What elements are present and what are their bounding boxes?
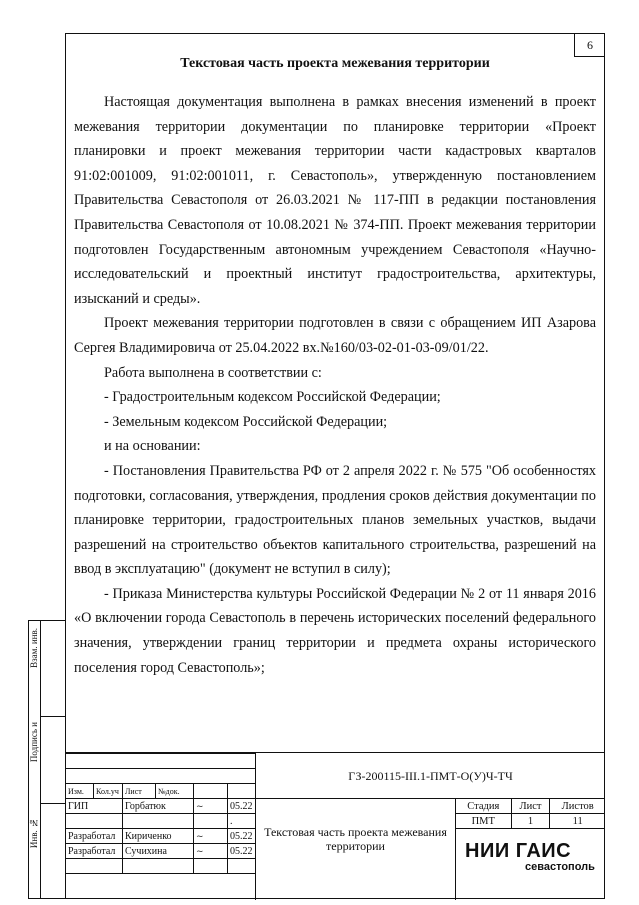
stage-header: Стадия (456, 799, 511, 814)
col-ndok: №док. (156, 784, 194, 799)
signature: ~ (194, 799, 228, 814)
col-list: Лист (123, 784, 156, 799)
title-block (65, 752, 605, 900)
name: Кириченко (123, 829, 194, 844)
sheets-value: 11 (550, 814, 605, 829)
document-body (74, 90, 596, 680)
stage-value: ПМТ (456, 814, 511, 829)
approval-sidebar (40, 620, 65, 899)
name: Сучихина (123, 844, 194, 859)
role: Разработал (66, 844, 123, 859)
sheets-header: Листов (550, 799, 605, 814)
stamp-doc-title: Текстовая часть проекта межевания территории (255, 799, 455, 900)
date: 05.22 (228, 829, 256, 844)
role: Разработал (66, 829, 123, 844)
sidebar-inv-label: Инв. № (29, 818, 39, 849)
date: 05.22 (228, 799, 256, 814)
org-logo: НИИ ГАИС (465, 840, 572, 862)
paragraph: и на основании: (104, 438, 201, 455)
role: ГИП (66, 799, 123, 814)
paragraph: Проект межевания территории подготовлен в связи с обращением ИП Азарова Сергея Владимировича от 25.04.2022 вх.№160/03-02-01-03-09/01/22. (74, 315, 596, 356)
page-number: 6 (574, 33, 605, 57)
paragraph: - Градостроительным кодексом Российской Федерации; (104, 389, 441, 406)
paragraph: - Приказа Министерства культуры Российской Федерации № 2 от 11 января 2016 «О включении города Севастополь в перечень исторических поселений федерального значения, утверждении границ территории и предмета охраны исторического поселения город Севастополь»; (74, 585, 596, 676)
paragraph: Работа выполнена в соответствии с: (104, 364, 322, 381)
signature: ~ (194, 844, 228, 859)
signature: ~ (194, 829, 228, 844)
sidebar-podpis-label: Подпись и (29, 722, 39, 763)
sheet-header: Лист (511, 799, 550, 814)
paragraph: - Постановления Правительства РФ от 2 апреля 2022 г. № 575 "Об особенностях подготовки, согласования, утверждения, продления сроков действия документации по планировке территории, градостроительных планов земельных участков, выдачи разрешений на строительство объектов капитального строительства, разрешений на ввод в эксплуатацию" (документ не вступил в силу); (74, 462, 596, 578)
paragraph: - Земельным кодексом Российской Федерации; (104, 413, 388, 430)
org-logo-sub: севастополь (525, 861, 595, 873)
date: 05.22 (228, 844, 256, 859)
document-title: Текстовая часть проекта межевания территории (180, 56, 490, 71)
col-kol: Кол.уч (94, 784, 123, 799)
sheet-value: 1 (511, 814, 550, 829)
stage-table (456, 799, 605, 829)
col-izm: Изм. (66, 784, 94, 799)
paragraph: Настоящая документация выполнена в рамках внесения изменений в проект межевания территории документации по планировке территории «Проект планировки и проект межевания территории части кадастровых кварталов 91:02:001009, 91:02:001011, г. Севастополь», утвержденную постановлением Правительства Севастополя от 26.03.2021 № 117-ПП в редакции постановления Правительства Севастополя от 10.08.2021 № 374-ПП. Проект межевания территории подготовлен Государственным автономным учреждением Севастополя «Научно-исследовательский и проектный институт градостроительства, архитектуры, изысканий и среды». (74, 94, 596, 307)
signature-table: Изм. Кол.уч Лист №док. ГИП Горбатюк ~ 05.22 . Разработал Кириченко ~ 05.22 Разработал Сучихина ~ 05.22 (65, 753, 256, 874)
sidebar-vzam-label: Взам. инв. (29, 628, 39, 668)
document-code: ГЗ-200115-III.1-ПМТ-О(У)Ч-ТЧ (255, 753, 605, 799)
name: Горбатюк (123, 799, 194, 814)
